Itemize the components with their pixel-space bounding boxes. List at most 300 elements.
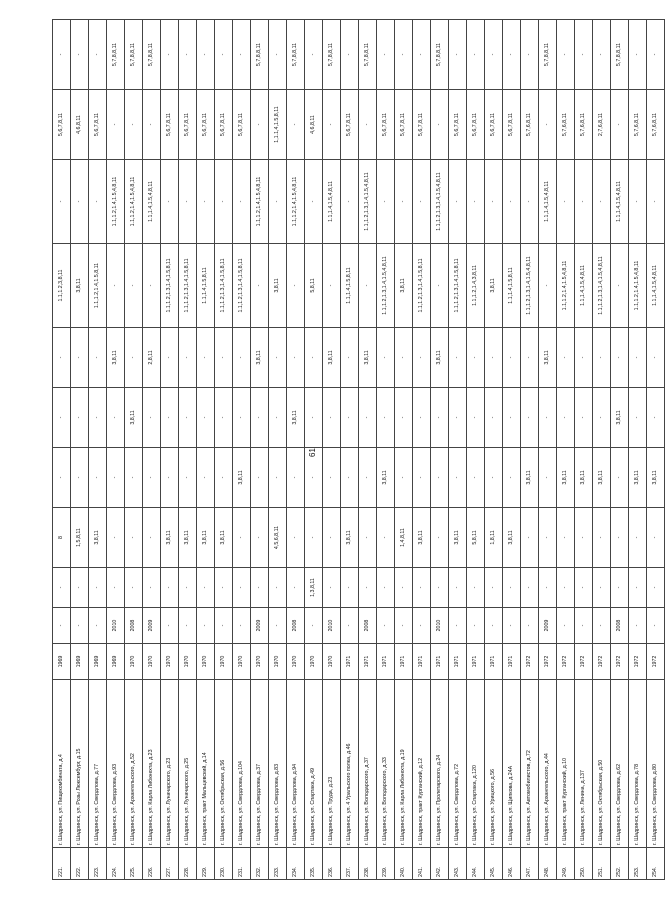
table-cell: - bbox=[431, 568, 449, 608]
table-cell: 254. bbox=[647, 848, 665, 880]
table-cell: - bbox=[413, 20, 431, 90]
table-cell: 1.1,1.2,1.3,1.4,1.5,4,8,11 bbox=[521, 244, 539, 328]
table-cell: - bbox=[143, 448, 161, 508]
table-cell: 248. bbox=[539, 848, 557, 880]
table-cell: - bbox=[593, 568, 611, 608]
table-cell: г. Шадринск, ул. Володарского, д.37 bbox=[359, 680, 377, 848]
table-cell: - bbox=[179, 448, 197, 508]
table-cell: - bbox=[521, 568, 539, 608]
table-cell: - bbox=[107, 508, 125, 568]
table-cell: г. Шадринск, ул. Карла Либкнехта, д.19 bbox=[395, 680, 413, 848]
table-cell: - bbox=[485, 608, 503, 644]
table-row bbox=[629, 20, 647, 880]
table-cell: - bbox=[179, 608, 197, 644]
table-cell: - bbox=[431, 448, 449, 508]
table-cell: - bbox=[197, 328, 215, 388]
table-cell: 5,6,7,8,11 bbox=[53, 90, 71, 160]
table-cell: - bbox=[251, 90, 269, 160]
table-cell: 5,7,8,8,11 bbox=[125, 20, 143, 90]
table-cell: 232. bbox=[251, 848, 269, 880]
table-cell: 3,8,11 bbox=[449, 508, 467, 568]
table-cell: - bbox=[215, 568, 233, 608]
table-cell: 1,5,8,11 bbox=[71, 508, 89, 568]
table-cell: 1,8,11 bbox=[485, 508, 503, 568]
table-cell: - bbox=[89, 608, 107, 644]
table-cell: - bbox=[467, 20, 485, 90]
table-cell: - bbox=[251, 448, 269, 508]
table-cell: 3,8,11 bbox=[377, 448, 395, 508]
table-cell: - bbox=[647, 20, 665, 90]
table-cell: 3,8,11 bbox=[161, 508, 179, 568]
table-cell: 1970 bbox=[305, 644, 323, 680]
table-row bbox=[233, 20, 251, 880]
table-cell: 237. bbox=[341, 848, 359, 880]
table-cell: - bbox=[197, 160, 215, 244]
table-cell: 8 bbox=[53, 508, 71, 568]
table-cell: 245. bbox=[485, 848, 503, 880]
table-cell: 1969 bbox=[89, 644, 107, 680]
table-cell: - bbox=[557, 388, 575, 448]
table-cell: 5,6,7,8,11 bbox=[449, 90, 467, 160]
table-cell: - bbox=[413, 160, 431, 244]
table-cell: 3,8,11 bbox=[593, 448, 611, 508]
table-cell: - bbox=[341, 160, 359, 244]
table-cell: - bbox=[197, 20, 215, 90]
table-cell: - bbox=[251, 508, 269, 568]
table-cell: - bbox=[197, 568, 215, 608]
table-cell: - bbox=[233, 328, 251, 388]
table-cell: - bbox=[143, 244, 161, 328]
table-cell: 2,8,11 bbox=[143, 328, 161, 388]
table-cell: 227. bbox=[161, 848, 179, 880]
table-cell: - bbox=[485, 448, 503, 508]
table-cell: - bbox=[233, 20, 251, 90]
table-row bbox=[323, 20, 341, 880]
table-cell: - bbox=[467, 388, 485, 448]
table-cell: 238. bbox=[359, 848, 377, 880]
table-cell: 1970 bbox=[143, 644, 161, 680]
table-cell: 1.1,1.2,1.4,1.5,8,11 bbox=[89, 244, 107, 328]
table-row bbox=[449, 20, 467, 880]
table-cell: - bbox=[323, 568, 341, 608]
table-cell: - bbox=[503, 328, 521, 388]
table-cell: - bbox=[125, 448, 143, 508]
table-cell: - bbox=[125, 244, 143, 328]
table-cell: г. Шадринск, ул. Ленина, д.137 bbox=[575, 680, 593, 848]
table-cell: - bbox=[233, 568, 251, 608]
table-cell: - bbox=[431, 508, 449, 568]
table-cell: - bbox=[503, 568, 521, 608]
table-cell: г. Шадринск, ул. Труда, д.23 bbox=[323, 680, 341, 848]
table-cell: 1972 bbox=[647, 644, 665, 680]
table-cell: 5,7,6,8,11 bbox=[647, 90, 665, 160]
table-cell: - bbox=[89, 160, 107, 244]
table-row bbox=[305, 20, 323, 880]
table-cell: - bbox=[107, 388, 125, 448]
table-cell: 1.1,1.2,1.4,1.5,4,8,11 bbox=[629, 244, 647, 328]
table-cell: - bbox=[359, 244, 377, 328]
table-cell: - bbox=[107, 90, 125, 160]
table-cell: - bbox=[449, 160, 467, 244]
table-cell: 241. bbox=[413, 848, 431, 880]
table-cell: 5,7,8,8,11 bbox=[251, 20, 269, 90]
table-cell: 4,6,8,11 bbox=[305, 90, 323, 160]
table-cell: - bbox=[71, 608, 89, 644]
table-cell: 1971 bbox=[431, 644, 449, 680]
table-cell: - bbox=[143, 508, 161, 568]
table-cell: - bbox=[521, 20, 539, 90]
table-cell: 234. bbox=[287, 848, 305, 880]
table-cell: 5,6,7,8,11 bbox=[179, 90, 197, 160]
table-row bbox=[53, 20, 71, 880]
table-cell: 236. bbox=[323, 848, 341, 880]
table-cell: г. Шадринск, ул. Автомобилистов, д.72 bbox=[521, 680, 539, 848]
table-cell: - bbox=[125, 328, 143, 388]
table-cell: 1.1,1.4,1.5,4,8,11 bbox=[647, 244, 665, 328]
table-cell: - bbox=[71, 568, 89, 608]
table-cell: - bbox=[575, 20, 593, 90]
table-row bbox=[593, 20, 611, 880]
table-cell: 5,6,7,8,11 bbox=[161, 90, 179, 160]
table-cell: - bbox=[107, 568, 125, 608]
table-cell: - bbox=[341, 448, 359, 508]
table-cell: 3,8,11 bbox=[575, 448, 593, 508]
table-cell: 1971 bbox=[413, 644, 431, 680]
table-cell: 1.1,1.2,1.3,1.4,1.5,4,8,11 bbox=[377, 244, 395, 328]
table-row bbox=[521, 20, 539, 880]
table-cell: - bbox=[305, 388, 323, 448]
table-cell: - bbox=[629, 328, 647, 388]
table-cell: - bbox=[179, 328, 197, 388]
table-cell: 1970 bbox=[251, 644, 269, 680]
table-cell: 1.1,1.4,1.5,4,8,11 bbox=[143, 160, 161, 244]
table-cell: 5,6,7,8,11 bbox=[467, 90, 485, 160]
table-row bbox=[413, 20, 431, 880]
table-cell: 2,7,6,8,11 bbox=[593, 90, 611, 160]
table-cell: 2010 bbox=[107, 608, 125, 644]
table-cell: 1.1,1.2,1.4,3,8,11 bbox=[467, 244, 485, 328]
table-cell: - bbox=[287, 448, 305, 508]
table-cell: г. Шадринск, ул. Свердлова, д.62 bbox=[611, 680, 629, 848]
table-cell: - bbox=[161, 608, 179, 644]
table-cell: - bbox=[611, 90, 629, 160]
table-cell: 3,8,11 bbox=[71, 244, 89, 328]
table-row bbox=[611, 20, 629, 880]
table-cell: 226. bbox=[143, 848, 161, 880]
table-cell: - bbox=[377, 568, 395, 608]
table-cell: - bbox=[161, 568, 179, 608]
table-cell: 3,8,11 bbox=[359, 328, 377, 388]
table-cell: - bbox=[197, 388, 215, 448]
table-cell: 1970 bbox=[287, 644, 305, 680]
table-cell: - bbox=[539, 448, 557, 508]
table-cell: - bbox=[449, 608, 467, 644]
table-cell: г. Шадринск, ул. 4 Уральского полка, д.46 bbox=[341, 680, 359, 848]
table-cell: 5,7,8,8,11 bbox=[287, 20, 305, 90]
table-cell: 1972 bbox=[539, 644, 557, 680]
table-cell: - bbox=[251, 244, 269, 328]
table-cell: 1972 bbox=[611, 644, 629, 680]
table-cell: 3,8,11 bbox=[503, 508, 521, 568]
table-cell: 1970 bbox=[125, 644, 143, 680]
table-cell: г. Шадринск, ул. Октябрьская, д.50 bbox=[593, 680, 611, 848]
table-cell: - bbox=[503, 20, 521, 90]
table-cell: 4,6,8,11 bbox=[71, 90, 89, 160]
table-cell: - bbox=[125, 508, 143, 568]
table-cell: 1.1,1.4,1.5,4,8,11 bbox=[323, 160, 341, 244]
table-row bbox=[557, 20, 575, 880]
table-cell: - bbox=[233, 608, 251, 644]
table-row bbox=[485, 20, 503, 880]
table-cell: - bbox=[89, 568, 107, 608]
table-cell: - bbox=[485, 568, 503, 608]
table-cell: 253. bbox=[629, 848, 647, 880]
table-cell: 222. bbox=[71, 848, 89, 880]
table-cell: 3,8,11 bbox=[395, 244, 413, 328]
table-row bbox=[179, 20, 197, 880]
table-cell: 1.1,1.2,1.4,1.5,4,8,11 bbox=[107, 160, 125, 244]
table-cell: - bbox=[377, 608, 395, 644]
table-cell: - bbox=[449, 388, 467, 448]
table-cell: 5,7,6,8,11 bbox=[557, 90, 575, 160]
table-cell: - bbox=[53, 388, 71, 448]
table-cell: 243. bbox=[449, 848, 467, 880]
data-table bbox=[52, 19, 665, 880]
table-row bbox=[161, 20, 179, 880]
table-cell: - bbox=[323, 388, 341, 448]
table-row bbox=[341, 20, 359, 880]
table-cell: 1971 bbox=[341, 644, 359, 680]
table-cell: - bbox=[413, 568, 431, 608]
table-cell: - bbox=[611, 328, 629, 388]
table-cell: - bbox=[377, 20, 395, 90]
table-cell: - bbox=[449, 448, 467, 508]
table-cell: 1.1,1.2,1.3,1.4,1.5,8,11 bbox=[233, 244, 251, 328]
table-cell: - bbox=[467, 328, 485, 388]
table-cell: - bbox=[89, 20, 107, 90]
table-cell: - bbox=[629, 388, 647, 448]
table-cell: г. Шадринск, ул. Архангельского, д.44 bbox=[539, 680, 557, 848]
table-row bbox=[107, 20, 125, 880]
table-cell: г. Шадринск, тракт Мальцевский, д.14 bbox=[197, 680, 215, 848]
table-cell: - bbox=[359, 508, 377, 568]
table-row bbox=[125, 20, 143, 880]
table-cell: - bbox=[161, 328, 179, 388]
table-cell: г. Шадринск, ул. Щипкова, д.24А bbox=[503, 680, 521, 848]
table-cell: - bbox=[467, 160, 485, 244]
table-cell: - bbox=[341, 568, 359, 608]
table-cell: г. Шадринск, ул. Свердлова, д.104 bbox=[233, 680, 251, 848]
table-cell: 4,5,6,8,11 bbox=[269, 508, 287, 568]
table-cell: г. Шадринск, ул. Спартака, д.120 bbox=[467, 680, 485, 848]
table-cell: 239. bbox=[377, 848, 395, 880]
table-cell: - bbox=[377, 160, 395, 244]
table-cell: - bbox=[341, 328, 359, 388]
table-cell: 1.1,1.4,1.5,4,8,11 bbox=[575, 244, 593, 328]
table-cell: - bbox=[629, 508, 647, 568]
table-cell: - bbox=[593, 20, 611, 90]
table-cell: - bbox=[377, 388, 395, 448]
table-cell: - bbox=[161, 448, 179, 508]
table-cell: - bbox=[269, 388, 287, 448]
table-cell: - bbox=[575, 388, 593, 448]
table-cell: 1.1,1.4,1.5,4,8,11 bbox=[611, 160, 629, 244]
table-cell: 5,6,7,8,11 bbox=[341, 90, 359, 160]
table-cell: - bbox=[647, 608, 665, 644]
table-cell: 5,7,8,8,11 bbox=[611, 20, 629, 90]
table-cell: - bbox=[629, 160, 647, 244]
table-cell: 1971 bbox=[503, 644, 521, 680]
table-cell: - bbox=[215, 328, 233, 388]
table-cell: 3,8,11 bbox=[611, 388, 629, 448]
table-cell: - bbox=[359, 448, 377, 508]
table-cell: - bbox=[485, 20, 503, 90]
table-cell: 1969 bbox=[71, 644, 89, 680]
table-cell: 3,8,11 bbox=[179, 508, 197, 568]
table-cell: 5,8,11 bbox=[467, 508, 485, 568]
table-cell: 1.1,1.4,1.5,8,11 bbox=[341, 244, 359, 328]
table-cell: 5,6,7,8,11 bbox=[233, 90, 251, 160]
table-cell: - bbox=[107, 244, 125, 328]
table-cell: 3,8,11 bbox=[521, 448, 539, 508]
table-cell: 5,7,8,8,11 bbox=[143, 20, 161, 90]
table-cell: г. Шадринск, ул. Архангельского, д.52 bbox=[125, 680, 143, 848]
table-cell: - bbox=[305, 328, 323, 388]
table-cell: 2008 bbox=[287, 608, 305, 644]
table-cell: - bbox=[323, 508, 341, 568]
table-cell: 1.1,1.2,1.3,1.4,1.5,4,8,11 bbox=[359, 160, 377, 244]
table-row bbox=[377, 20, 395, 880]
table-cell: 5,7,6,8,11 bbox=[629, 90, 647, 160]
table-row bbox=[359, 20, 377, 880]
table-cell: 1972 bbox=[557, 644, 575, 680]
table-cell: - bbox=[629, 20, 647, 90]
table-cell: - bbox=[611, 508, 629, 568]
table-cell: - bbox=[107, 448, 125, 508]
table-cell: 3,8,11 bbox=[629, 448, 647, 508]
table-cell: 242. bbox=[431, 848, 449, 880]
table-cell: 221. bbox=[53, 848, 71, 880]
table-cell: - bbox=[143, 388, 161, 448]
table-cell: - bbox=[593, 160, 611, 244]
table-cell: - bbox=[287, 568, 305, 608]
table-cell: 1972 bbox=[575, 644, 593, 680]
table-cell: - bbox=[413, 388, 431, 448]
table-cell: - bbox=[413, 608, 431, 644]
table-cell: 5,6,7,8,11 bbox=[395, 90, 413, 160]
table-cell: 1972 bbox=[521, 644, 539, 680]
table-cell: 1.1,1.2,1.3,1.4,1.5,4,8,11 bbox=[431, 160, 449, 244]
table-cell: 228. bbox=[179, 848, 197, 880]
table-row bbox=[197, 20, 215, 880]
table-cell: - bbox=[251, 388, 269, 448]
table-cell: - bbox=[395, 608, 413, 644]
table-cell: - bbox=[557, 20, 575, 90]
table-cell: - bbox=[647, 568, 665, 608]
table-cell: 1.1,1.2,3,8,11 bbox=[53, 244, 71, 328]
table-cell: - bbox=[503, 448, 521, 508]
table-cell: 5,7,8,8,11 bbox=[107, 20, 125, 90]
table-cell: 1970 bbox=[161, 644, 179, 680]
table-cell: - bbox=[557, 608, 575, 644]
table-cell: - bbox=[575, 508, 593, 568]
table-cell: 3,8,11 bbox=[557, 448, 575, 508]
table-cell: 1.1,1.2,1.4,1.5,4,8,11 bbox=[287, 160, 305, 244]
table-cell: 3,8,11 bbox=[215, 508, 233, 568]
table-cell: 1970 bbox=[323, 644, 341, 680]
table-row bbox=[647, 20, 665, 880]
table-cell: г. Шадринск, ул. Пищекомбината, д.4 bbox=[53, 680, 71, 848]
table-cell: 3,8,11 bbox=[107, 328, 125, 388]
table-cell: 3,8,11 bbox=[287, 388, 305, 448]
table-row bbox=[89, 20, 107, 880]
table-cell: - bbox=[557, 328, 575, 388]
table-cell: 5,8,11 bbox=[305, 244, 323, 328]
table-cell: 5,6,7,8,11 bbox=[485, 90, 503, 160]
table-cell: г. Шадринск, ул. Луначарского, д.23 bbox=[161, 680, 179, 848]
table-cell: 1970 bbox=[215, 644, 233, 680]
table-cell: 230. bbox=[215, 848, 233, 880]
table-cell: - bbox=[53, 568, 71, 608]
table-cell: - bbox=[71, 160, 89, 244]
table-cell: - bbox=[341, 388, 359, 448]
table-cell: - bbox=[233, 508, 251, 568]
table-cell: 224. bbox=[107, 848, 125, 880]
table-cell: - bbox=[647, 388, 665, 448]
table-cell: - bbox=[485, 388, 503, 448]
table-cell: - bbox=[125, 90, 143, 160]
table-cell: 246. bbox=[503, 848, 521, 880]
table-cell: 235. bbox=[305, 848, 323, 880]
table-row bbox=[287, 20, 305, 880]
table-cell: - bbox=[179, 568, 197, 608]
table-cell: - bbox=[395, 328, 413, 388]
table-cell: 2009 bbox=[251, 608, 269, 644]
table-cell: - bbox=[539, 90, 557, 160]
table-cell: г. Шадринск, ул. Свердлова, д.94 bbox=[287, 680, 305, 848]
table-cell: - bbox=[575, 608, 593, 644]
table-cell: - bbox=[233, 388, 251, 448]
table-cell: 1970 bbox=[197, 644, 215, 680]
table-cell: - bbox=[467, 448, 485, 508]
table-cell: 244. bbox=[467, 848, 485, 880]
table-cell: - bbox=[629, 568, 647, 608]
table-cell: - bbox=[269, 568, 287, 608]
table-cell: - bbox=[593, 328, 611, 388]
table-cell: 5,7,8,8,11 bbox=[359, 20, 377, 90]
table-cell: - bbox=[575, 328, 593, 388]
table-cell: - bbox=[413, 328, 431, 388]
table-cell: 1,1.1,4,1.5,8,11 bbox=[269, 90, 287, 160]
table-cell: 3,8,11 bbox=[647, 448, 665, 508]
table-cell: - bbox=[269, 328, 287, 388]
table-cell: - bbox=[557, 508, 575, 568]
table-cell: - bbox=[305, 160, 323, 244]
table-cell: г. Шадринск, ул. Карла Либкнехта, д.23 bbox=[143, 680, 161, 848]
table-cell: - bbox=[161, 160, 179, 244]
table-cell: 1.1,1.2,1.4,1.5,4,8,11 bbox=[125, 160, 143, 244]
table-cell: 1971 bbox=[395, 644, 413, 680]
table-cell: - bbox=[341, 608, 359, 644]
table-cell: - bbox=[377, 508, 395, 568]
table-cell: г. Шадринск, ул. Урицкого, д.56 bbox=[485, 680, 503, 848]
table-cell: г. Шадринск, ул. Свердлова, д.72 bbox=[449, 680, 467, 848]
table-cell: 1971 bbox=[467, 644, 485, 680]
table-cell: 5,7,8,8,11 bbox=[431, 20, 449, 90]
table-cell: - bbox=[161, 20, 179, 90]
table-cell: - bbox=[557, 568, 575, 608]
table-cell: г. Шадринск, ул. Володарского, д.33 bbox=[377, 680, 395, 848]
